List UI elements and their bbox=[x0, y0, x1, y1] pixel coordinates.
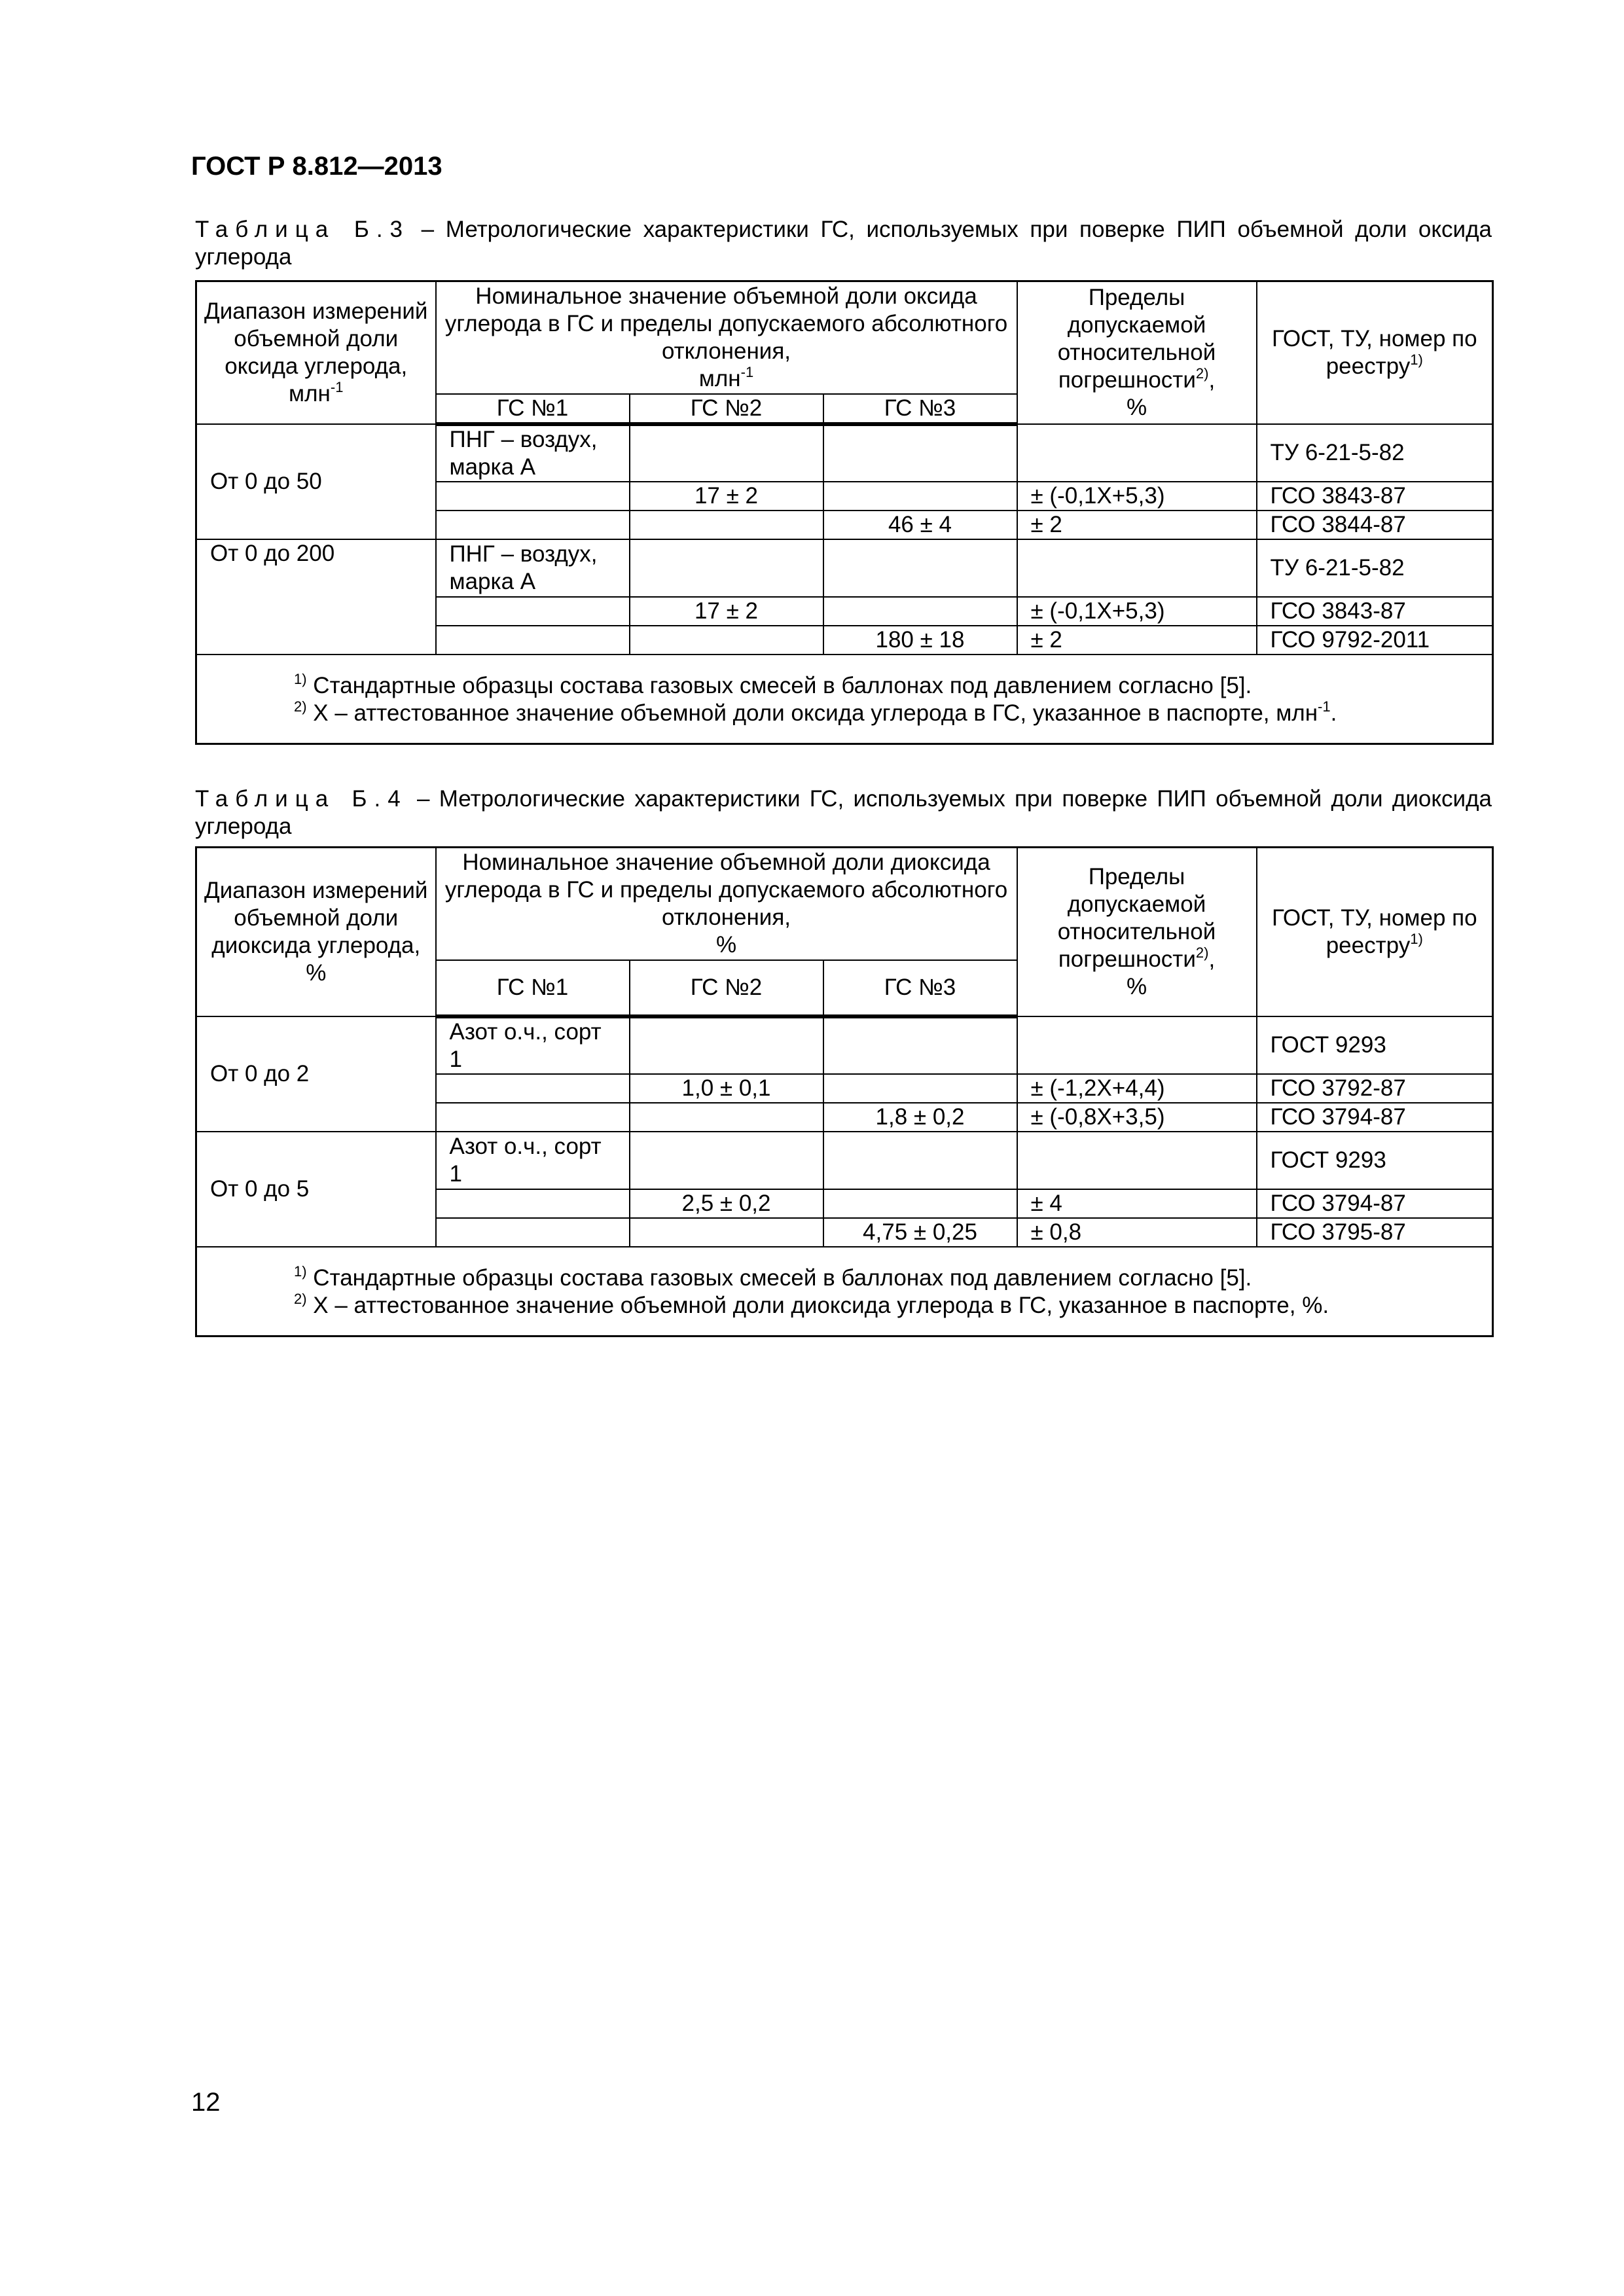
error-cell: ± 4 bbox=[1017, 1189, 1257, 1218]
reference-cell: ГСО 3795-87 bbox=[1257, 1218, 1493, 1247]
gs3-cell bbox=[823, 1074, 1017, 1103]
gs2-cell bbox=[630, 539, 823, 597]
reference-cell: ТУ 6-21-5-82 bbox=[1257, 424, 1493, 482]
gs1-cell bbox=[436, 511, 630, 539]
error-cell: ± (-0,1X+5,3) bbox=[1017, 597, 1257, 626]
reference-cell: ГСО 3843-87 bbox=[1257, 597, 1493, 626]
gs2-cell: 1,0 ± 0,1 bbox=[630, 1074, 823, 1103]
gs1-cell: ПНГ – воздух, марка А bbox=[436, 539, 630, 597]
table-b3-caption: Таблица Б.3 – Метрологические характеристики ГС, используемых при поверке ПИП объемной доли оксида углерода bbox=[195, 217, 1492, 270]
reference-cell: ГОСТ 9293 bbox=[1257, 1132, 1493, 1189]
header-gs1: ГС №1 bbox=[436, 394, 630, 424]
header-range: Диапазон измерений объемной доли оксида углерода, млн$^{-1}$ bbox=[196, 281, 436, 424]
reference-cell: ГСО 3792-87 bbox=[1257, 1074, 1493, 1103]
header-limits: Пределы допускаемой относительной погрешности$^{2)}$, % bbox=[1017, 281, 1257, 424]
table-b3 bbox=[195, 280, 1494, 745]
table-b3-caption-text: Метрологические характеристики ГС, используемых при поверке ПИП объемной доли оксида углерода bbox=[195, 217, 1492, 270]
footnote-2: $^{2)}$ X – аттестованное значение объемной доли оксида углерода в ГС, указанное в паспорте, млн$^{-1}$. bbox=[294, 698, 1337, 726]
footnote-2: $^{2)}$ X – аттестованное значение объемной доли диоксида углерода в ГС, указанное в паспорте, %. bbox=[294, 1290, 1329, 1318]
header-gs3: ГС №3 bbox=[823, 394, 1017, 424]
reference-cell: ГСО 3794-87 bbox=[1257, 1103, 1493, 1132]
error-cell bbox=[1017, 424, 1257, 482]
gs2-cell: 17 ± 2 bbox=[630, 482, 823, 511]
gs3-cell bbox=[823, 597, 1017, 626]
table-b4-notes bbox=[196, 1247, 1493, 1336]
gs2-cell: 2,5 ± 0,2 bbox=[630, 1189, 823, 1218]
footnote-1: $^{1)}$ Стандартные образцы состава газовых смесей в баллонах под давлением согласно [5]. bbox=[294, 1263, 1252, 1291]
header-gost: ГОСТ, ТУ, номер по реестру$^{1)}$ bbox=[1257, 848, 1493, 1016]
gs1-cell bbox=[436, 482, 630, 511]
gs3-cell: 1,8 ± 0,2 bbox=[823, 1103, 1017, 1132]
range-cell: От 0 до 5 bbox=[196, 1132, 436, 1247]
table-b4-caption: Таблица Б.4 – Метрологические характеристики ГС, используемых при поверке ПИП объемной доли диоксида углерода bbox=[195, 786, 1492, 839]
gs3-cell bbox=[823, 1132, 1017, 1189]
footnote-1: $^{1)}$ Стандартные образцы состава газовых смесей в баллонах под давлением согласно [5]. bbox=[294, 670, 1252, 698]
header-limits: Пределы допускаемой относительной погрешности$^{2)}$, % bbox=[1017, 848, 1257, 1016]
gs2-cell: 17 ± 2 bbox=[630, 597, 823, 626]
gs3-cell bbox=[823, 1189, 1017, 1218]
gs3-cell: 46 ± 4 bbox=[823, 511, 1017, 539]
reference-cell: ТУ 6-21-5-82 bbox=[1257, 539, 1493, 597]
reference-cell: ГСО 3794-87 bbox=[1257, 1189, 1493, 1218]
gs1-cell bbox=[436, 1103, 630, 1132]
table-b4-caption-text: Метрологические характеристики ГС, используемых при поверке ПИП объемной доли диоксида углерода bbox=[195, 786, 1492, 839]
gs2-cell bbox=[630, 1218, 823, 1247]
range-cell: От 0 до 2 bbox=[196, 1016, 436, 1132]
header-gs2: ГС №2 bbox=[630, 960, 823, 1016]
error-cell: ± (-0,8X+3,5) bbox=[1017, 1103, 1257, 1132]
header-gost: ГОСТ, ТУ, номер по реестру$^{1)}$ bbox=[1257, 281, 1493, 424]
gs2-cell bbox=[630, 424, 823, 482]
header-gs2: ГС №2 bbox=[630, 394, 823, 424]
gs1-cell bbox=[436, 1074, 630, 1103]
gs1-cell: Азот о.ч., сорт 1 bbox=[436, 1016, 630, 1074]
error-cell bbox=[1017, 1132, 1257, 1189]
error-cell: ± 2 bbox=[1017, 511, 1257, 539]
gs3-cell: 4,75 ± 0,25 bbox=[823, 1218, 1017, 1247]
page-number: 12 bbox=[191, 2088, 221, 2117]
gs3-cell: 180 ± 18 bbox=[823, 626, 1017, 655]
gs2-cell bbox=[630, 1132, 823, 1189]
range-cell: От 0 до 200 bbox=[196, 539, 436, 655]
gs3-cell bbox=[823, 482, 1017, 511]
gs1-cell bbox=[436, 1189, 630, 1218]
header-range: Диапазон измерений объемной доли диоксида углерода, % bbox=[196, 848, 436, 1016]
header-gs3: ГС №3 bbox=[823, 960, 1017, 1016]
gs2-cell bbox=[630, 1103, 823, 1132]
gs2-cell bbox=[630, 511, 823, 539]
table-b4 bbox=[195, 846, 1494, 1337]
document-header: ГОСТ Р 8.812—2013 bbox=[191, 152, 442, 181]
gs2-cell bbox=[630, 626, 823, 655]
range-cell: От 0 до 50 bbox=[196, 424, 436, 539]
gs1-cell bbox=[436, 1218, 630, 1247]
error-cell: ± (-1,2X+4,4) bbox=[1017, 1074, 1257, 1103]
gs1-cell bbox=[436, 597, 630, 626]
gs2-cell bbox=[630, 1016, 823, 1074]
reference-cell: ГСО 9792-2011 bbox=[1257, 626, 1493, 655]
reference-cell: ГСО 3843-87 bbox=[1257, 482, 1493, 511]
gs1-cell: Азот о.ч., сорт 1 bbox=[436, 1132, 630, 1189]
header-gs1: ГС №1 bbox=[436, 960, 630, 1016]
header-nominal: Номинальное значение объемной доли диоксида углерода в ГС и пределы допускаемого абсолютного отклонения, % bbox=[436, 848, 1017, 960]
header-nominal: Номинальное значение объемной доли оксида углерода в ГС и пределы допускаемого абсолютного отклонения, млн$^{-1}$ bbox=[436, 281, 1017, 394]
error-cell: ± 0,8 bbox=[1017, 1218, 1257, 1247]
reference-cell: ГОСТ 9293 bbox=[1257, 1016, 1493, 1074]
gs1-cell: ПНГ – воздух, марка А bbox=[436, 424, 630, 482]
table-b3-notes bbox=[196, 655, 1493, 744]
error-cell: ± (-0,1X+5,3) bbox=[1017, 482, 1257, 511]
gs1-cell bbox=[436, 626, 630, 655]
error-cell bbox=[1017, 539, 1257, 597]
gs3-cell bbox=[823, 424, 1017, 482]
error-cell bbox=[1017, 1016, 1257, 1074]
error-cell: ± 2 bbox=[1017, 626, 1257, 655]
reference-cell: ГСО 3844-87 bbox=[1257, 511, 1493, 539]
gs3-cell bbox=[823, 1016, 1017, 1074]
gs3-cell bbox=[823, 539, 1017, 597]
table-b4-caption-label: Таблица Б.4 bbox=[195, 786, 408, 812]
table-b3-caption-label: Таблица Б.3 bbox=[195, 217, 410, 242]
